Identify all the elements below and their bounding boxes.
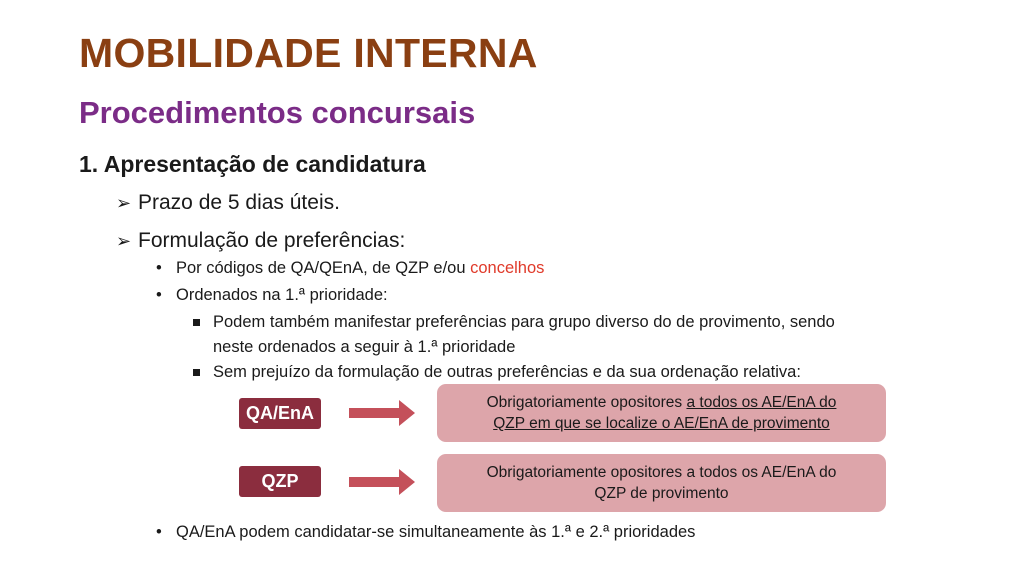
bullet-item [156,523,695,542]
box-underlined-text: a todos os AE/EnA do [686,394,837,411]
arrow-list-item [116,229,405,253]
bullet-text: QA/EnA podem candidatar-se simultaneamente às 1.ª e 2.ª prioridades [176,523,696,541]
arrowhead-bullet-icon: ➢ [116,231,132,251]
arrowhead-bullet-icon: ➢ [116,193,132,213]
tag-label: QA/EnA [245,403,314,423]
bullet-text: Ordenados na 1.ª prioridade: [176,286,388,304]
box-underlined-text: QZP em que se localize o AE/EnA de provimento [493,415,830,432]
qa-ena-tag [239,398,321,429]
dot-bullet-icon: • [156,286,162,304]
arrow-item-text: Prazo de 5 dias úteis. [138,191,340,214]
square-bullet-icon [193,369,200,376]
rule-box [437,454,886,512]
tag-label: QZP [261,471,299,491]
rule-box [437,384,886,442]
bullet-text: Por códigos de QA/QEnA, de QZP e/ou [176,259,471,277]
sub-bullet-line: Sem prejuízo da formulação de outras preferências e da sua ordenação relativa: [213,363,801,381]
highlight-text: concelhos [470,259,545,277]
box-text: QZP de provimento [594,485,729,502]
right-arrow-icon [349,469,415,495]
box-text: Obrigatoriamente opositores a todos os AE/EnA do [486,464,837,481]
sub-bullet-line: neste ordenados a seguir à 1.ª prioridade [213,338,516,356]
right-arrow-icon [349,400,415,426]
sub-bullet-text [213,310,835,360]
dot-bullet-icon: • [156,259,162,277]
sub-bullet-line: Podem também manifestar preferências para grupo diverso do de provimento, sendo [213,313,835,331]
square-bullet-icon [193,319,200,326]
slide-title: MOBILIDADE INTERNA [79,30,538,76]
bullet-item [156,259,544,278]
box-text: Obrigatoriamente opositores [486,394,687,411]
slide-subtitle: Procedimentos concursais [79,95,476,130]
arrow-list-item [116,191,340,215]
qzp-tag [239,466,321,497]
bullet-item [156,286,388,305]
dot-bullet-icon: • [156,523,162,541]
arrow-item-text: Formulação de preferências: [138,229,406,252]
section-heading: 1. Apresentação de candidatura [79,151,426,177]
sub-bullet-text [213,360,801,385]
